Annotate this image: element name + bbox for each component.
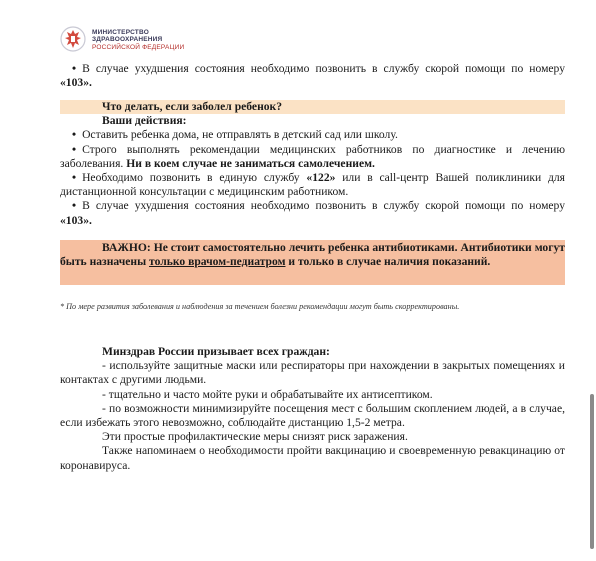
ministry-line-2: - тщательно и часто мойте руки и обрабатывайте их антисептиком. [102,387,433,401]
footnote: * По мере развития заболевания и наблюдения за течением болезни рекомендации могут быть скорректированы. [60,302,460,311]
org-line-1: МИНИСТЕРСТВО [92,28,149,36]
bullet-text: В случае ухудшения состояния необходимо позвонить в службу скорой помощи по номеру [82,199,565,213]
org-line-2: ЗДРАВООХРАНЕНИЯ [92,36,163,44]
phone-number: «103». [60,213,92,227]
ministry-line-3: - по возможности минимизируйте посещения мест с большим скоплением людей, а в случае, если избежать этого невозможно, соблюдайте дистанцию 1,5-2 метра. [60,401,565,430]
ministry-line-5: Также напоминаем о необходимости пройти вакцинацию и своевременную ревакцинацию от коронавируса. [60,444,565,472]
important-text [60,241,565,269]
bullet-text: или в call-центр Вашей поликлиники для дистанционной консультации с медицинским работником. [60,171,565,199]
phone-number: «103». [60,76,92,90]
bullet-text: Строго выполнять рекомендации медицинских работников по диагностике и лечению заболевания. [60,142,565,170]
bullet-item-1 [60,128,565,142]
bullet-dot: • [72,199,77,213]
ministry-heading: Минздрав России призывает всех граждан: [102,345,330,358]
section-heading: Что делать, если заболел ребенок? [102,100,283,113]
ministry-name [92,29,184,52]
section-subheading: Ваши действия: [102,114,187,128]
bullet-dot: • [72,171,77,185]
bullet-text: Оставить ребенка дома, не отправлять в детский сад или школу. [82,128,398,142]
org-line-3: РОССИЙСКОЙ ФЕДЕРАЦИИ [92,43,185,51]
scrollbar[interactable] [590,394,594,549]
bullet-text: В случае ухудшения состояния необходимо позвонить в службу скорой помощи по номеру [82,62,565,75]
bullet-dot: • [72,128,77,142]
phone-number: «122» [306,171,336,185]
important-part-1: ВАЖНО: Не стоит самостоятельно лечить ребенка антибиотиками. Антибиотики могут быть назначены [60,241,565,269]
ministry-section [60,345,565,473]
ministry-line-4: Эти простые профилактические меры снизят риск заражения. [102,430,408,444]
eagle-emblem-icon [60,26,86,54]
important-underlined: только врачом-педиатром [149,255,286,269]
bullet-dot: • [72,142,77,156]
bullet-item-2 [60,143,565,171]
ministry-logo [60,26,184,54]
bullet-bold-text: Ни в коем случае не заниматься самолечением. [126,156,375,170]
bullet-text: Необходимо позвонить в единую службу [82,171,307,185]
ministry-line-1: - используйте защитные маски или респираторы при нахождении в закрытых помещениях и контактах с другими людьми. [60,359,565,387]
top-section [60,62,565,90]
child-section [60,100,565,228]
bullet-ambulance-top [60,62,565,90]
bullet-dot: • [72,62,77,75]
important-part-2: и только в случае наличия показаний. [285,255,491,269]
bullet-item-3 [60,171,565,199]
bullet-item-4 [60,199,565,227]
